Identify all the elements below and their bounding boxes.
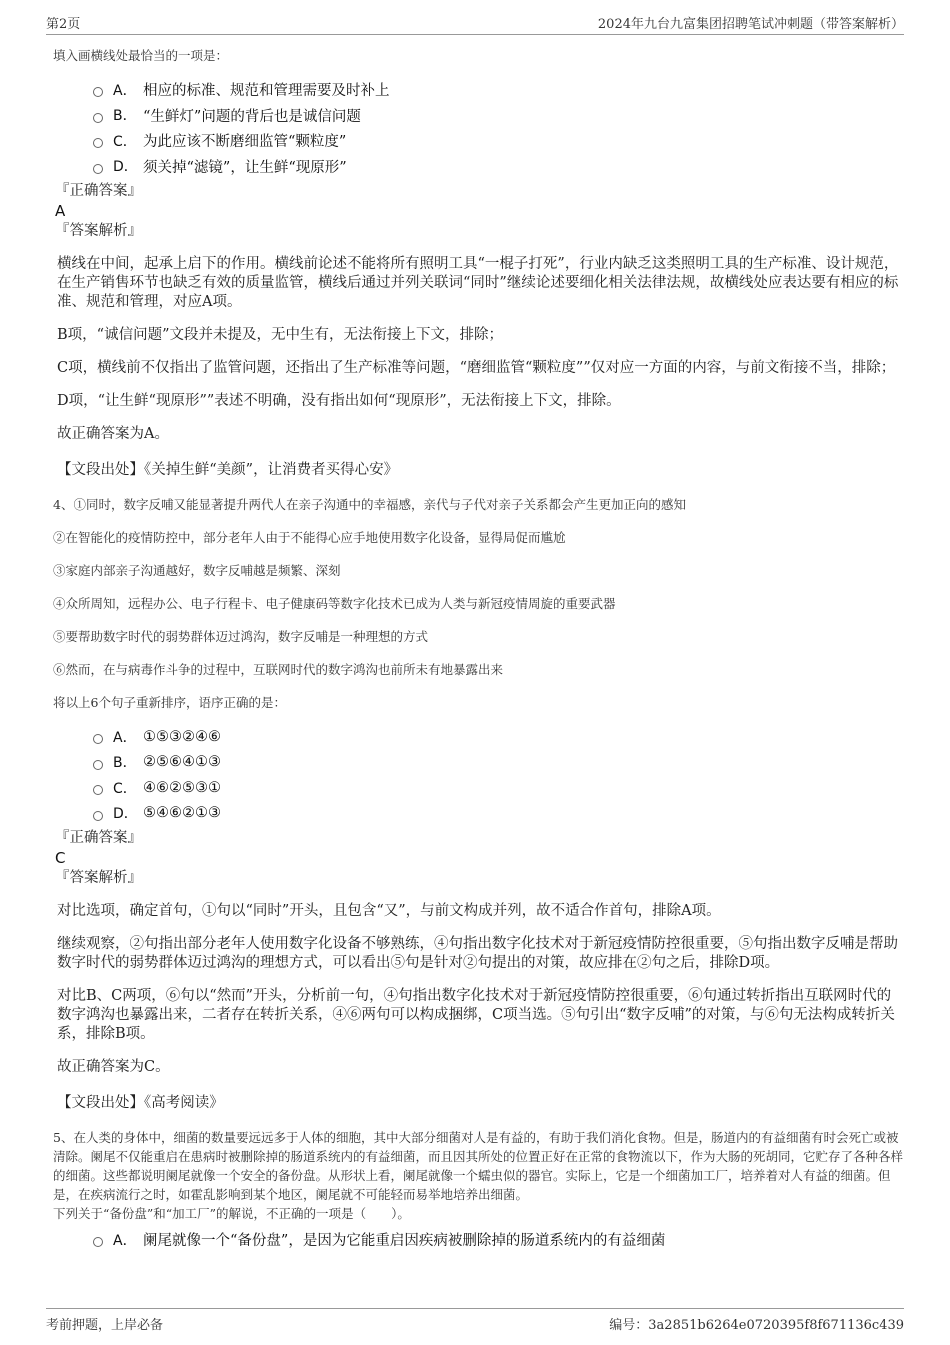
q4-sentence: ⑤要帮助数字时代的弱势群体迈过鸿沟，数字反哺是一种理想的方式	[53, 629, 429, 644]
q3-analysis-label: 『答案解析』	[55, 223, 142, 239]
q4-stem: 4、①同时，数字反哺又能显著提升两代人在亲子沟通中的幸福感，亲代与子代对亲子关系都会产生更加正向的感知	[53, 497, 686, 512]
q4-analysis-paragraph: 对比选项，确定首句，①句以“同时”开头，且包含“又”，与前文构成并列，故不适合作首句，排除A项。	[57, 903, 721, 919]
q4-answer-label: 『正确答案』	[55, 830, 142, 846]
q3-analysis-paragraph: 故正确答案为A。	[57, 426, 169, 442]
q3-options	[93, 77, 903, 179]
q4-options	[93, 724, 903, 826]
radio-icon[interactable]	[93, 1237, 103, 1247]
q3-option-b[interactable]: B． “生鲜灯”问题的背后也是诚信问题	[93, 103, 903, 129]
q3-prompt: 填入画横线处最恰当的一项是：	[53, 48, 229, 63]
q4-analysis-paragraph: 对比B、C两项，⑥句以“然而”开头，分析前一句，④句指出数字化技术对于新冠疫情防控很重要，⑥句通过转折指出互联网时代的数字鸿沟也暴露出来，二者存在转折关系，④⑥两句可以构成捆绑，C项当选。⑤句引出“数字反哺”的对策，与⑥句无法构成转折关系，排除B项。	[57, 988, 895, 1042]
q4-sentence: ②在智能化的疫情防控中，部分老年人由于不能得心应手地使用数字化设备，显得局促而尴尬	[53, 530, 566, 545]
q3-analysis-paragraph: D项，“让生鲜“现原形””表述不明确，没有指出如何“现原形”，无法衔接上下文，排除。	[57, 393, 621, 409]
q4-analysis-paragraph: 故正确答案为C。	[57, 1059, 170, 1075]
q3-analysis-paragraph: B项，“诚信问题”文段并未提及，无中生有，无法衔接上下文，排除；	[57, 327, 503, 343]
q4-analysis-label: 『答案解析』	[55, 870, 142, 886]
q5-option-a[interactable]: A． 阑尾就像一个“备份盘”，是因为它能重启因疾病被删除掉的肠道系统内的有益细菌	[93, 1227, 903, 1253]
footer-slogan: 考前押题，上岸必备	[46, 1318, 164, 1333]
page-number: 第2页	[46, 17, 81, 32]
q3-option-c[interactable]: C． 为此应该不断磨细监管“颗粒度”	[93, 128, 903, 154]
q3-answer: A	[55, 202, 66, 220]
radio-icon[interactable]	[93, 734, 103, 744]
radio-icon[interactable]	[93, 785, 103, 795]
radio-icon[interactable]	[93, 87, 103, 97]
q3-analysis-paragraph: 横线在中间，起承上启下的作用。横线前论述不能将所有照明工具“一棍子打死”，行业内缺乏这类照明工具的生产标准、设计规范，在生产销售环节也缺乏有效的质量监管，横线后通过并列关联词“同时”继续论述要细化相关法律法规，故横线处应表达要有相应的标准、规范和管理，对应A项。	[57, 256, 899, 310]
q3-source: 【文段出处】《关掉生鲜“美颜”，让消费者买得心安》	[57, 462, 399, 478]
q4-sentence: ③家庭内部亲子沟通越好，数字反哺越是频繁、深刻	[53, 563, 341, 578]
document-body	[53, 46, 903, 1255]
q3-answer-label: 『正确答案』	[55, 183, 142, 199]
q4-option-d[interactable]: D． ⑤④⑥②①③	[93, 801, 903, 827]
q4-option-c[interactable]: C． ④⑥②⑤③①	[93, 775, 903, 801]
page-footer	[46, 1308, 904, 1333]
q4-prompt: 将以上6个句子重新排序，语序正确的是：	[53, 695, 286, 710]
q3-analysis-paragraph: C项，横线前不仅指出了监管问题，还指出了生产标准等问题，“磨细监管“颗粒度””仅对应一方面的内容，与前文衔接不当，排除；	[57, 360, 896, 376]
q3-option-d[interactable]: D． 须关掉“滤镜”，让生鲜“现原形”	[93, 154, 903, 180]
radio-icon[interactable]	[93, 760, 103, 770]
document-title: 2024年九台九富集团招聘笔试冲刺题（带答案解析）	[597, 17, 904, 32]
page-header	[46, 10, 904, 35]
q3-option-a[interactable]: A． 相应的标准、规范和管理需要及时补上	[93, 77, 903, 103]
document-id: 编号：3a2851b6264e0720395f8f671136c439	[609, 1318, 904, 1333]
q5-prompt: 下列关于“备份盘”和“加工厂”的解说，不正确的一项是（ ）。	[53, 1206, 410, 1221]
q4-source: 【文段出处】《高考阅读》	[57, 1095, 224, 1111]
q4-analysis-paragraph: 继续观察，②句指出部分老年人使用数字化设备不够熟练，④句指出数字化技术对于新冠疫情防控很重要，⑤句指出数字反哺是帮助数字时代的弱势群体迈过鸿沟的理想方式，可以看出⑤句是针对②句提出的对策，故应排在②句之后，排除D项。	[57, 936, 898, 971]
q4-option-a[interactable]: A． ①⑤③②④⑥	[93, 724, 903, 750]
q5-stem: 5、在人类的身体中，细菌的数量要远远多于人体的细胞，其中大部分细菌对人是有益的，有助于我们消化食物。但是，肠道内的有益细菌有时会死亡或被清除。阑尾不仅能重启在患病时被删除掉的肠道系统内的有益细菌，而且因其所处的位置正好在正常的食物流以下，作为大肠的死胡同，它贮存了各种各样的细菌。这些都说明阑尾就像一个安全的备份盘。从形状上看，阑尾就像一个蠕虫似的器官。实际上，它是一个细菌加工厂，培养着对人有益的细菌。但是，在疾病流行之时，如霍乱影响到某个地区，阑尾就不可能轻而易举地培养出细菌。	[53, 1130, 904, 1202]
radio-icon[interactable]	[93, 811, 103, 821]
radio-icon[interactable]	[93, 113, 103, 123]
q4-answer: C	[55, 849, 66, 867]
radio-icon[interactable]	[93, 138, 103, 148]
q4-option-b[interactable]: B． ②⑤⑥④①③	[93, 750, 903, 776]
radio-icon[interactable]	[93, 164, 103, 174]
q4-sentence: ④众所周知，远程办公、电子行程卡、电子健康码等数字化技术已成为人类与新冠疫情周旋的重要武器	[53, 596, 616, 611]
q5-options	[93, 1227, 903, 1253]
q4-sentence: ⑥然而，在与病毒作斗争的过程中，互联网时代的数字鸿沟也前所未有地暴露出来	[53, 662, 504, 677]
